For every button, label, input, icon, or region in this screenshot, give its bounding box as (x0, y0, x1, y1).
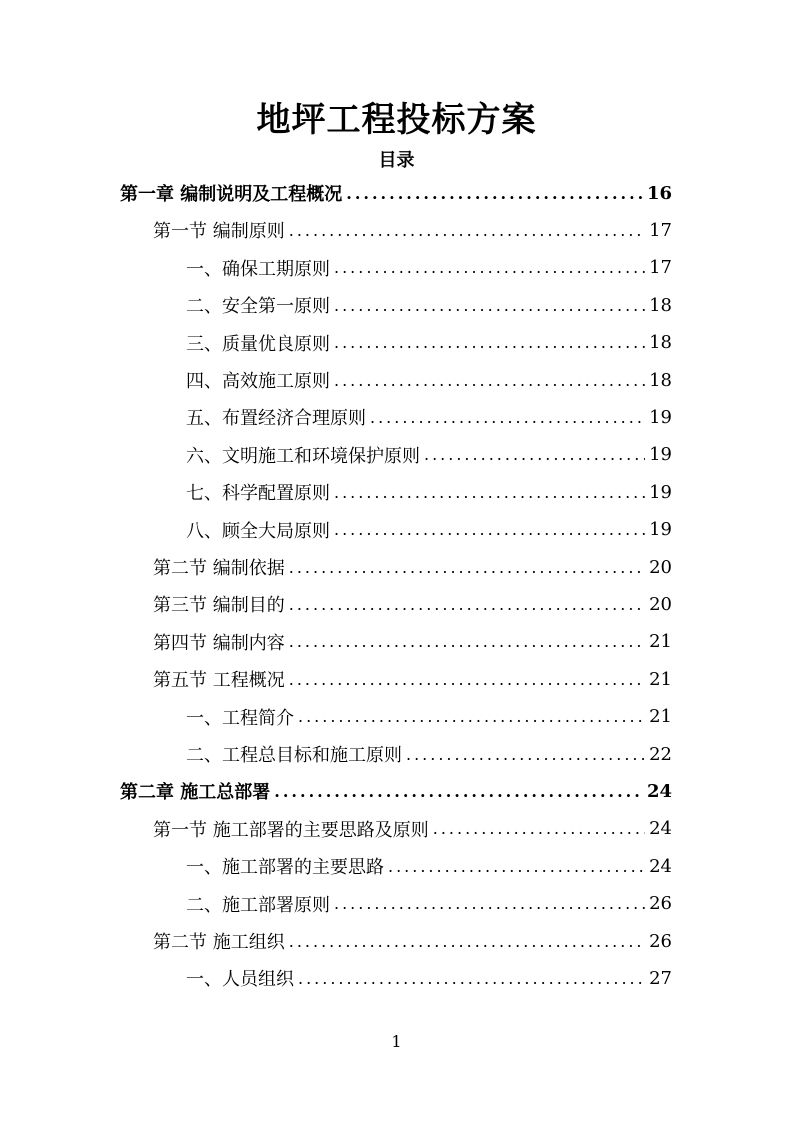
toc-entry[interactable] (186, 738, 672, 770)
toc-leader-dots (334, 483, 645, 502)
toc-entry[interactable] (186, 401, 672, 433)
page-number: 1 (391, 1032, 402, 1051)
toc-entry-page: 22 (649, 743, 672, 765)
toc-entry-label: 第四节 编制内容 (153, 632, 285, 654)
toc-entry-label: 一、确保工期原则 (186, 258, 330, 280)
toc-leader-dots (334, 296, 645, 315)
toc-entry-label: 第三节 编制目的 (153, 595, 285, 617)
toc-entry[interactable] (186, 476, 672, 508)
toc-entry-page: 19 (649, 406, 672, 428)
toc-entry[interactable] (186, 364, 672, 396)
toc-entry-page: 18 (649, 332, 672, 354)
toc-entry-label: 二、安全第一原则 (186, 296, 330, 318)
toc-entry-page: 18 (649, 294, 672, 316)
toc-entry-label: 一、施工部署的主要思路 (186, 857, 384, 879)
toc-entry[interactable] (153, 588, 672, 620)
toc-leader-dots (334, 333, 645, 352)
toc-entry-label: 第二节 施工组织 (153, 932, 285, 953)
toc-entry[interactable] (153, 925, 672, 957)
toc-entry[interactable] (120, 775, 672, 807)
toc-entry-label: 一、人员组织 (186, 969, 294, 991)
toc-entry[interactable] (153, 214, 672, 246)
toc-leader-dots (370, 408, 645, 427)
toc-leader-dots (298, 707, 645, 726)
toc-entry[interactable] (186, 514, 672, 546)
toc-leader-dots (298, 969, 645, 988)
toc-leader-dots (289, 221, 645, 240)
toc-entry-label: 一、工程简介 (186, 707, 294, 729)
toc-entry[interactable] (186, 701, 672, 733)
toc-entry[interactable] (186, 252, 672, 284)
toc-entry-page: 27 (649, 967, 672, 989)
toc-entry[interactable] (120, 177, 672, 209)
toc-entry-page: 17 (649, 219, 672, 241)
toc-entry-page: 16 (646, 182, 672, 204)
toc-entry-label: 八、顾全大局原则 (186, 520, 330, 542)
toc-entry-label: 四、高效施工原则 (186, 371, 330, 392)
toc-entry-page: 24 (649, 855, 672, 877)
toc-entry[interactable] (186, 962, 672, 994)
toc-entry[interactable] (186, 850, 672, 882)
toc-entry-page: 20 (649, 593, 672, 615)
toc-leader-dots (334, 520, 645, 539)
toc-entry-page: 18 (649, 369, 672, 391)
toc-leader-dots (334, 258, 645, 277)
toc-entry-page: 24 (646, 780, 672, 802)
toc-leader-dots (433, 819, 645, 838)
toc-entry-page: 21 (649, 706, 672, 728)
toc-leader-dots (274, 782, 643, 801)
toc-leader-dots (289, 558, 645, 577)
toc-leader-dots (289, 595, 645, 614)
toc-entry-label: 五、布置经济合理原则 (186, 408, 366, 430)
toc-entry-page: 17 (649, 257, 672, 279)
toc-entry-label: 第二节 编制依据 (153, 558, 285, 579)
toc-leader-dots (406, 745, 645, 764)
toc-entry-label: 二、施工部署原则 (186, 894, 330, 916)
toc-entry-page: 21 (649, 631, 672, 653)
toc-entry-page: 21 (649, 668, 672, 690)
toc-leader-dots (334, 894, 645, 913)
toc-entry-page: 26 (649, 930, 672, 952)
toc-entry-page: 19 (649, 519, 672, 541)
toc-entry[interactable] (186, 289, 672, 321)
toc-leader-dots (289, 932, 645, 951)
toc-leader-dots (289, 632, 645, 651)
toc-entry-label: 第二章 施工总部署 (120, 782, 271, 804)
toc-heading: 目录 (378, 150, 415, 171)
toc-leader-dots (388, 857, 645, 876)
toc-leader-dots (334, 371, 645, 390)
toc-entry-label: 七、科学配置原则 (186, 483, 330, 505)
toc-entry-label: 三、质量优良原则 (186, 333, 330, 355)
toc-entry[interactable] (153, 663, 672, 695)
toc-leader-dots (424, 445, 645, 464)
toc-entry-label: 六、文明施工和环境保护原则 (186, 445, 420, 467)
toc-entry[interactable] (186, 888, 672, 920)
toc-entry[interactable] (186, 439, 672, 471)
toc-entry-label: 二、工程总目标和施工原则 (186, 745, 402, 766)
toc-leader-dots (289, 670, 645, 689)
toc-entry-label: 第一节 施工部署的主要思路及原则 (153, 819, 429, 841)
toc-entry-page: 24 (649, 818, 672, 840)
toc-entry[interactable] (153, 551, 672, 583)
toc-entry-page: 19 (649, 444, 672, 466)
toc-entry[interactable] (153, 626, 672, 658)
toc-entry-label: 第一章 编制说明及工程概况 (120, 184, 343, 205)
toc-entry-page: 19 (649, 481, 672, 503)
toc-entry-page: 26 (649, 893, 672, 915)
toc-entry[interactable] (153, 813, 672, 845)
toc-leader-dots (346, 184, 643, 203)
document-title: 地坪工程投标方案 (256, 100, 537, 140)
toc-entry[interactable] (186, 327, 672, 359)
toc-entry-label: 第五节 工程概况 (153, 670, 285, 692)
toc-entry-page: 20 (649, 556, 672, 578)
toc-entry-label: 第一节 编制原则 (153, 221, 285, 243)
